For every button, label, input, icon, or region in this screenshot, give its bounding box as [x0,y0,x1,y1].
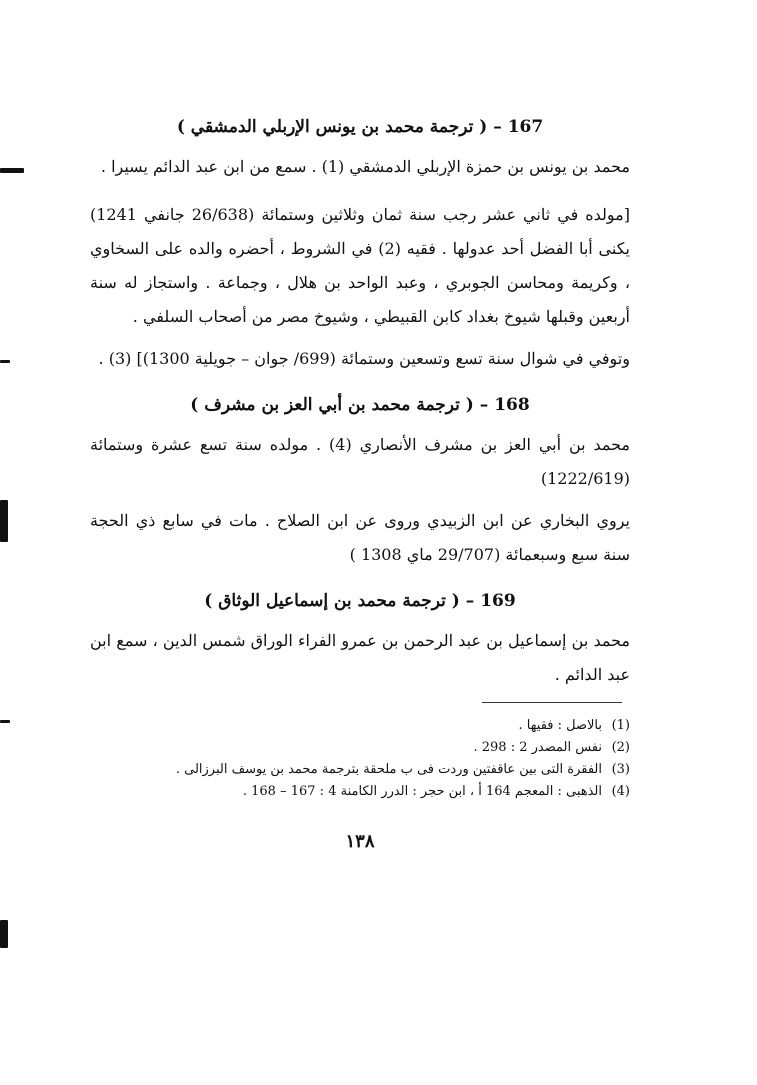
footnote-divider [482,702,622,703]
footnote [90,759,630,781]
entry-heading: 169 – ( ترجمة محمد بن إسماعيل الوثاق ) [204,591,516,611]
entry-paragraph: [مولده في ثاني عشر رجب سنة ثمان وثلاثين وستمائة (26/638 جانفي 1241) يكنى أبا الفضل أحد عدولها . فقيه (2) في الشروط ، أحضره والده على السخاوي ، وكريمة ومحاسن الجوبري ، وعبد الواحد بن هلال ، وجماعة . واستجاز له سنة أربعين وقبلها شيوخ بغداد كابن القبيطي ، وشيوخ مصر من أصحاب السلفي . [90,205,630,326]
scan-mark [0,920,8,948]
footnote [90,781,630,803]
footnote-number: (4) [611,784,630,799]
entry-paragraph: محمد بن إسماعيل بن عبد الرحمن بن عمرو الفراء الوراق شمس الدين ، سمع ابن عبد الدائم . [90,631,630,684]
footnotes [90,715,630,803]
footnote-text: بالاصل : فقيها . [518,718,602,733]
scan-mark [0,360,10,363]
scan-mark [0,168,24,173]
footnote-number: (1) [611,718,630,733]
entry-paragraph: محمد بن أبي العز بن مشرف الأنصاري (4) . مولده سنة تسع عشرة وستمائة (1222/619) [90,435,630,488]
footnote-text: الذهبى : المعجم 164 أ ، ابن حجر : الدرر الكامنة 4 : 167 – 168 . [242,784,602,799]
scan-mark [0,500,8,542]
entry-paragraph: وتوفي في شوال سنة تسع وتسعين وستمائة (699/ جوان – جويلية 1300)] (3) . [98,349,630,368]
entry-paragraph: محمد بن يونس بن حمزة الإربلي الدمشقي (1) . سمع من ابن عبد الدائم يسيرا . [100,157,630,176]
scan-mark [0,720,10,723]
entry-heading: 167 – ( ترجمة محمد بن يونس الإربلي الدمشقي ) [176,117,544,137]
document-page [90,100,630,852]
entry-paragraph: يروي البخاري عن ابن الزبيدي وروى عن ابن الصلاح . مات في سابع ذي الحجة سنة سبع وسبعمائة (29/707 ماي 1308 ) [90,511,630,564]
footnote [90,715,630,737]
footnote [90,737,630,759]
footnote-number: (2) [611,740,630,755]
footnote-text: الفقرة التى بين عاقفتين وردت فى ب ملحقة بترجمة محمد بن يوسف البرزالى . [175,762,602,777]
page-number: ١٣٨ [345,831,375,852]
footnote-number: (3) [611,762,630,777]
footnote-text: نفس المصدر 2 : 298 . [473,740,602,755]
entry-heading: 168 – ( ترجمة محمد بن أبي العز بن مشرف ) [190,395,530,415]
